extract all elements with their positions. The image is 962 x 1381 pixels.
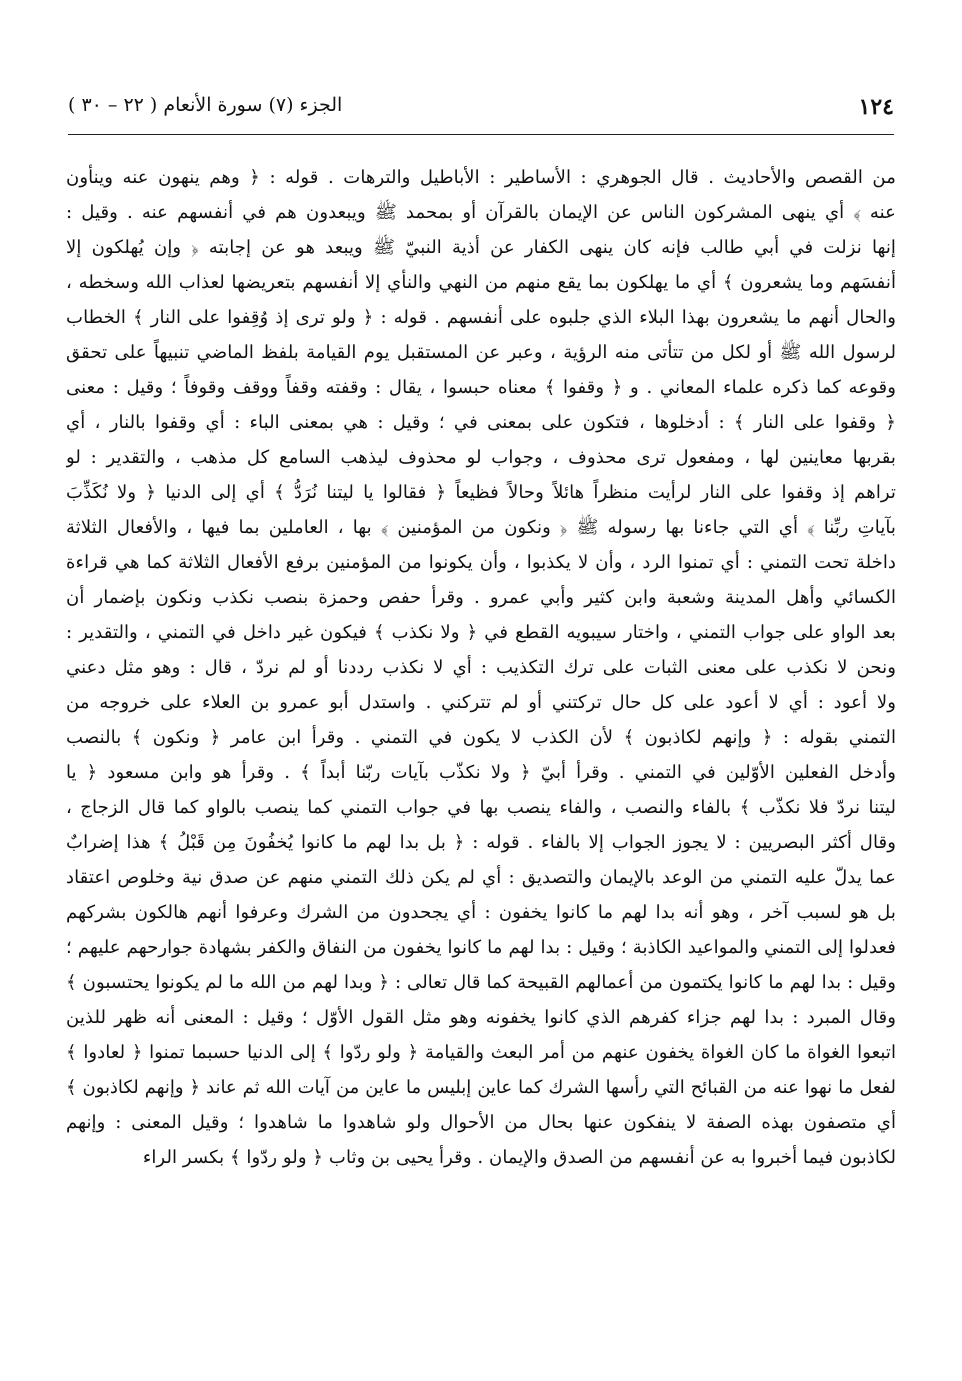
text-line: لرسول الله ﷺ أو لكل من تتأتى منه الرؤية ، وعبر عن المستقبل يوم القيامة بلفظ الماضي تنبيهاً على تحقق — [66, 342, 896, 363]
text-line: تراهم إذ وقفوا على النار لرأيت منظراً هائلاً وحالاً فظيعاً ﴿ فقالوا يا ليتنا نُرَدُّ ﴾ أي إلى الدنيا ﴿ ولا نُكَذِّبَ — [66, 482, 896, 503]
text-line: عنه ﴾ أي ينهى المشركون الناس عن الإيمان بالقرآن أو بمحمد ﷺ ويبعدون هم في أنفسهم عنه . وقيل : — [66, 202, 896, 223]
text-line: والحال أنهم ما يشعرون بهذا البلاء الذي جلبوه على أنفسهم . قوله : ﴿ ولو ترى إذ وُقِفوا على النار ﴾ الخطاب — [66, 307, 896, 328]
page-header — [68, 92, 894, 128]
text-line: لفعل ما نهوا عنه من القبائح التي رأسها الشرك كما عاين إبليس ما عاين من آيات الله ثم عاند ﴿ وإنهم لكاذبون ﴾ — [66, 1077, 896, 1098]
text-line: بقربها معاينين لها ، ومفعول ترى محذوف ، وجواب لو محذوف ليذهب السامع كل مذهب ، والتقدير : لو — [66, 447, 896, 468]
body-text — [66, 160, 896, 1175]
text-line: فعدلوا إلى التمني والمواعيد الكاذبة ؛ وقيل : بدا لهم ما كانوا يخفون من النفاق والكفر بشهادة جوارحهم عليهم ؛ — [66, 937, 896, 958]
page-number: ١٢٤ — [858, 94, 894, 120]
text-line: وقال أكثر البصريين : لا يجوز الجواب إلا بالفاء . قوله : ﴿ بل بدا لهم ما كانوا يُخفُونَ مِن قَبْلُ ﴾ هذا إضرابٌ — [66, 832, 896, 853]
text-line: ولا أعود : أي لا أعود على كل حال تركتني أو لم تتركني . واستدل أبو عمرو بن العلاء على خروجه من — [66, 692, 896, 713]
running-title: الجزء (٧) سورة الأنعام ( ٢٢ – ٣٠ ) — [68, 94, 343, 116]
text-line: إنها نزلت في أبي طالب فإنه كان ينهى الكفار عن أذية النبيّ ﷺ ويبعد هو عن إجابته ﴿ وإن يُهلكون إلا — [66, 237, 896, 258]
text-line: ليتنا نردّ فلا نكذّب ﴾ بالفاء والنصب ، والفاء ينصب بها في جواب التمني كما ينصب بالواو كما قال الزجاج ، — [66, 797, 896, 818]
text-line: داخلة تحت التمني : أي تمنوا الرد ، وأن لا يكذبوا ، وأن يكونوا من المؤمنين برفع الأفعال الثلاثة كما هي قراءة — [66, 552, 896, 573]
text-line: التمني بقوله : ﴿ وإنهم لكاذبون ﴾ لأن الكذب لا يكون في التمني . وقرأ ابن عامر ﴿ ونكون ﴾ بالنصب — [66, 727, 896, 748]
text-line: أي متصفون بهذه الصفة لا ينفكون عنها بحال من الأحوال ولو شاهدوا ما شاهدوا ؛ وقيل المعنى : وإنهم — [66, 1112, 896, 1133]
text-line: بل هو لسبب آخر ، وهو أنه بدا لهم ما كانوا يخفون : أي يجحدون من الشرك وعرفوا أنهم هالكون بشركهم — [66, 902, 896, 923]
text-line: وقوعه كما ذكره علماء المعاني . و ﴿ وقفوا ﴾ معناه حبسوا ، يقال : وقفته وقفاً ووقف وقوفاً ؛ وقيل : معنى — [66, 377, 896, 398]
text-line: بعد الواو على جواب التمني ، واختار سيبويه القطع في ﴿ ولا نكذب ﴾ فيكون غير داخل في التمني ، والتقدير : — [66, 622, 896, 643]
text-line: الكسائي وأهل المدينة وشعبة وابن كثير وأبي عمرو . وقرأ حفص وحمزة بنصب نكذب ونكون بإضمار أن — [66, 587, 896, 608]
text-line: ونحن لا نكذب على معنى الثبات على ترك التكذيب : أي لا نكذب رددنا أو لم نردّ ، قال : وهو مثل دعني — [66, 657, 896, 678]
text-line: ﴿ وقفوا على النار ﴾ : أدخلوها ، فتكون على بمعنى في ؛ وقيل : هي بمعنى الباء : أي وقفوا بالنار ، أي — [66, 412, 896, 433]
text-line: وقيل : بدا لهم ما كانوا يكتمون من أعمالهم القبيحة كما قال تعالى : ﴿ وبدا لهم من الله ما لم يكونوا يحتسبون ﴾ — [66, 972, 896, 993]
text-line: من القصص والأحاديث . قال الجوهري : الأساطير : الأباطيل والترهات . قوله : ﴿ وهم ينهون عنه وينأون — [66, 167, 896, 188]
text-line: وأدخل الفعلين الأوّلين في التمني . وقرأ أبيّ ﴿ ولا نكذّب بآيات ربّنا أبداً ﴾ . وقرأ هو وابن مسعود ﴿ يا — [66, 762, 896, 783]
text-line: عما يدلّ عليه التمني من الوعد بالإيمان والتصديق : أي لم يكن ذلك التمني منهم عن صدق نية وخلوص اعتقاد — [66, 867, 896, 888]
text-line: اتبعوا الغواة ما كان الغواة يخفون عنهم من أمر البعث والقيامة ﴿ ولو ردّوا ﴾ إلى الدنيا حسبما تمنوا ﴿ لعادوا ﴾ — [66, 1042, 896, 1063]
text-line: وقال المبرد : بدا لهم جزاء كفرهم الذي كانوا يخفونه وهو مثل القول الأوّل ؛ وقيل : المعنى أنه ظهر للذين — [66, 1007, 896, 1028]
text-line: بآياتِ ربِّنا ﴾ أي التي جاءنا بها رسوله ﷺ ﴿ ونكون من المؤمنين ﴾ بها ، العاملين بما فيها ، والأفعال الثلاثة — [66, 517, 896, 538]
text-line: أنفسَهم وما يشعرون ﴾ أي ما يهلكون بما يقع منهم من النهي والنأي إلا أنفسهم بتعريضها لعذاب الله وسخطه ، — [66, 272, 896, 293]
text-line: لكاذبون فيما أخبروا به عن أنفسهم من الصدق والإيمان . وقرأ يحيى بن وثاب ﴿ ولو ردّوا ﴾ بكسر الراء — [142, 1147, 896, 1168]
header-divider — [68, 134, 894, 135]
